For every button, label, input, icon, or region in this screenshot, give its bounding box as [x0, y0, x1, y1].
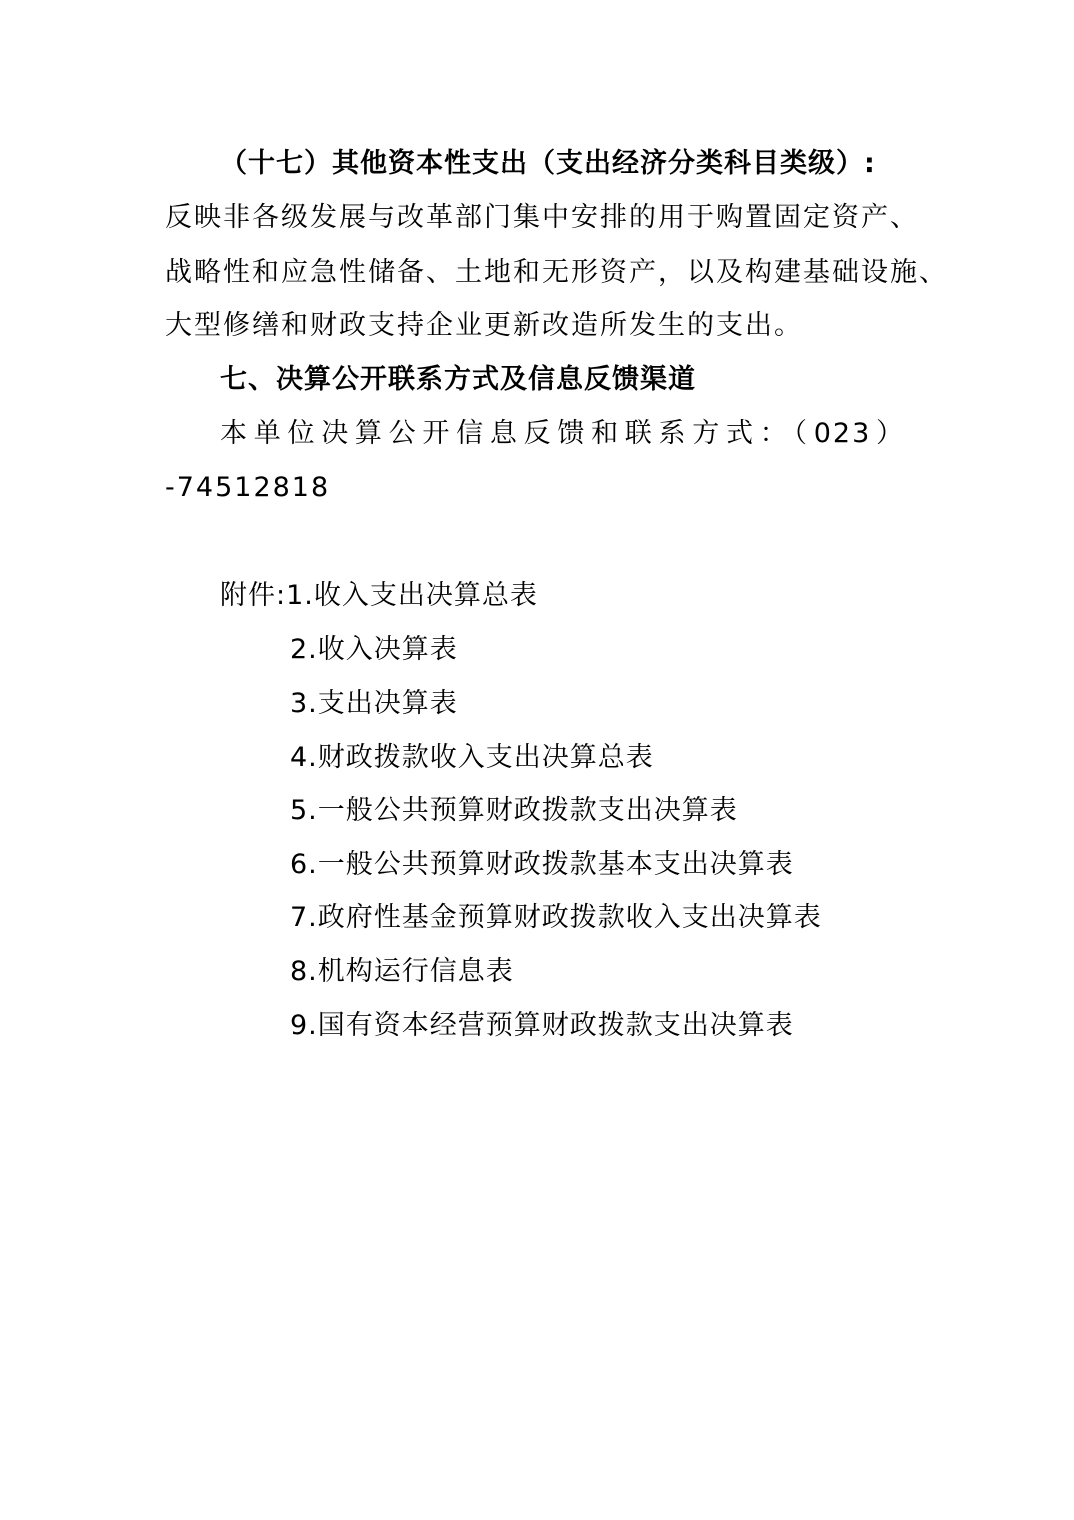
section-17-line-1: 反映非各级发展与改革部门集中安排的用于购置固定资产、 — [165, 202, 919, 233]
attachment-item-2: 2.收入决算表 — [290, 634, 458, 665]
attachment-item-8: 8.机构运行信息表 — [290, 956, 514, 987]
attachment-item-3: 3.支出决算表 — [290, 688, 458, 719]
contact-line-1: 本单位决算公开信息反馈和联系方式：（023） — [220, 418, 905, 449]
attachment-item-4: 4.财政拨款收入支出决算总表 — [290, 742, 654, 773]
attachment-prefix: 附件: — [220, 580, 287, 611]
attachment-item-6: 6.一般公共预算财政拨款基本支出决算表 — [290, 849, 794, 880]
attachment-item-1-label: 1.收入支出决算总表 — [286, 580, 538, 611]
attachment-item-1 — [220, 576, 980, 616]
attachment-item-5: 5.一般公共预算财政拨款支出决算表 — [290, 795, 738, 826]
contact-phone: -74512818 — [165, 472, 331, 503]
attachment-item-9: 9.国有资本经营预算财政拨款支出决算表 — [290, 1010, 794, 1041]
section-7-heading: 七、决算公开联系方式及信息反馈渠道 — [220, 364, 696, 395]
section-17-heading: （十七）其他资本性支出（支出经济分类科目类级）: — [220, 148, 876, 179]
section-17-line-2: 战略性和应急性储备、土地和无形资产，以及构建基础设施、 — [165, 257, 948, 288]
section-17-line-3: 大型修缮和财政支持企业更新改造所发生的支出。 — [165, 310, 803, 341]
attachment-item-7: 7.政府性基金预算财政拨款收入支出决算表 — [290, 902, 822, 933]
